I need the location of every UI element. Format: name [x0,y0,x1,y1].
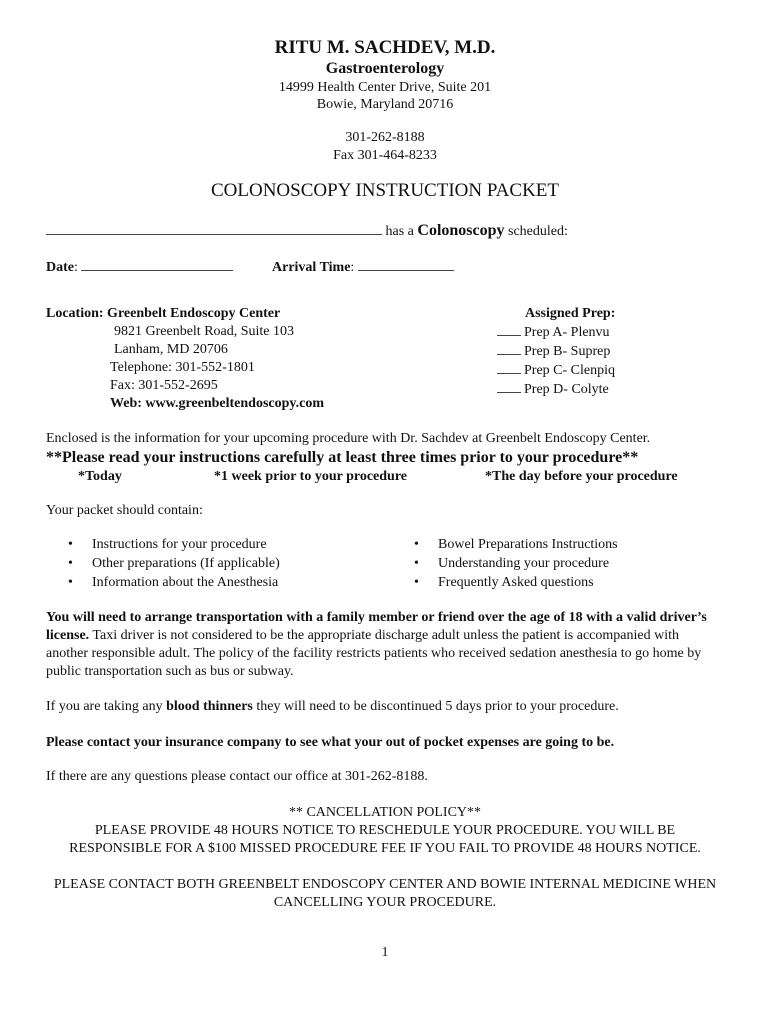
list-item: • Bowel Preparations Instructions [414,537,618,552]
arrival-colon: : [350,260,355,275]
transport-normal: Taxi driver is not considered to be the appropriate discharge adult unless the patient is accompanied with another responsible adult. The policy of the facility restricts patients who received sedation anesthesia to go home by public transportation such as bus or subway. [46,628,702,679]
assigned-prep-block [497,305,615,399]
date-row [46,258,233,276]
prep-b-prefix: Prep B- [524,344,571,359]
address-line1: 14999 Health Center Drive, Suite 201 [278,80,492,95]
office-fax: Fax 301-464-8233 [333,148,437,163]
arrival-blank[interactable] [358,258,454,271]
prep-option-c[interactable] [497,361,615,380]
prep-a-name: Plenvu [570,325,610,340]
doctor-name: RITU M. SACHDEV, M.D. [274,37,496,58]
scheduled-post: scheduled: [508,224,568,239]
enclosed-text: Enclosed is the information for your upcoming procedure with Dr. Sachdev at Greenbelt Endoscopy Center. [46,431,651,446]
location-label: Location: Greenbelt Endoscopy Center [46,306,281,321]
location-block [46,305,324,413]
cancellation-title: ** CANCELLATION POLICY** [288,805,482,820]
list-item: • Frequently Asked questions [414,575,594,590]
patient-scheduled-line [46,222,726,240]
date-colon: : [74,260,78,275]
prep-d-checkbox[interactable] [497,380,521,393]
bullet-icon: • [68,556,73,571]
prep-d-prefix: Prep D- [524,382,572,397]
bullet-icon: • [414,537,419,552]
prep-c-prefix: Prep C- [524,363,571,378]
blood-post: they will need to be discontinued 5 days prior to your procedure. [252,699,619,714]
arrival-label: Arrival Time [272,260,351,275]
assigned-prep-label: Assigned Prep: [525,306,616,321]
packet-list-right [392,535,732,592]
questions-paragraph: If there are any questions please contact our office at 301-262-8188. [46,769,428,784]
arrival-row [272,258,454,276]
prep-c-name: Clenpiq [570,363,616,378]
prep-d-name: Colyte [571,382,609,397]
prep-a-prefix: Prep A- [524,325,571,340]
cancellation-text-2: PLEASE CONTACT BOTH GREENBELT ENDOSCOPY CENTER AND BOWIE INTERNAL MEDICINE WHEN CANCELLING YOUR PROCEDURE. [53,877,717,910]
schedule-today: *Today [78,469,122,484]
bullet-icon: • [414,556,419,571]
blood-thinners-paragraph [46,698,736,716]
prep-b-checkbox[interactable] [497,342,521,355]
location-street: 9821 Greenbelt Road, Suite 103 [114,324,295,339]
bullet-icon: • [414,575,419,590]
transport-paragraph [46,609,724,681]
blood-bold: blood thinners [166,699,253,714]
office-phone: 301-262-8188 [345,130,425,145]
scheduled-pre: has a [385,224,414,239]
packet-list-left [46,535,376,592]
page-title: COLONOSCOPY INSTRUCTION PACKET [210,180,560,201]
read-warning: **Please read your instructions carefully at least three times prior to your procedure** [46,449,639,466]
list-item: • Understanding your procedure [414,556,610,571]
procedure-word: Colonoscopy [417,222,505,239]
packet-intro: Your packet should contain: [46,503,203,518]
schedule-day-before: *The day before your procedure [485,469,678,484]
blood-pre: If you are taking any [46,699,167,714]
insurance-paragraph: Please contact your insurance company to see what your out of pocket expenses are going to be. [46,735,615,750]
patient-name-blank[interactable] [46,222,382,235]
address-line2: Bowie, Maryland 20716 [316,97,454,112]
prep-option-a[interactable] [497,323,615,342]
prep-option-b[interactable] [497,342,615,361]
location-city: Lanham, MD 20706 [114,342,228,357]
location-web: Web: www.greenbeltendoscopy.com [110,396,325,411]
bullet-icon: • [68,575,73,590]
prep-c-checkbox[interactable] [497,361,521,374]
bullet-icon: • [68,537,73,552]
list-item: • Information about the Anesthesia [68,575,279,590]
prep-b-name: Suprep [570,344,611,359]
location-fax: Fax: 301-552-2695 [110,378,218,393]
date-label: Date [46,260,74,275]
list-item: • Other preparations (If applicable) [68,556,280,571]
page-number: 1 [381,945,389,960]
transport-bold: You will need to arrange transportation with a family member or friend over the age of 18 with a valid driver’s license. [46,610,707,643]
location-telephone: Telephone: 301-552-1801 [110,360,255,375]
cancellation-text-1: PLEASE PROVIDE 48 HOURS NOTICE TO RESCHEDULE YOUR PROCEDURE. YOU WILL BE RESPONSIBLE FOR A $100 MISSED PROCEDURE FEE IF YOU FAIL TO PROVIDE 48 HOURS NOTICE. [69,823,701,856]
date-blank[interactable] [81,258,233,271]
schedule-week-prior: *1 week prior to your procedure [214,469,408,484]
prep-option-d[interactable] [497,380,615,399]
prep-a-checkbox[interactable] [497,323,521,336]
specialty: Gastroenterology [325,60,445,77]
list-item: • Instructions for your procedure [68,537,267,552]
